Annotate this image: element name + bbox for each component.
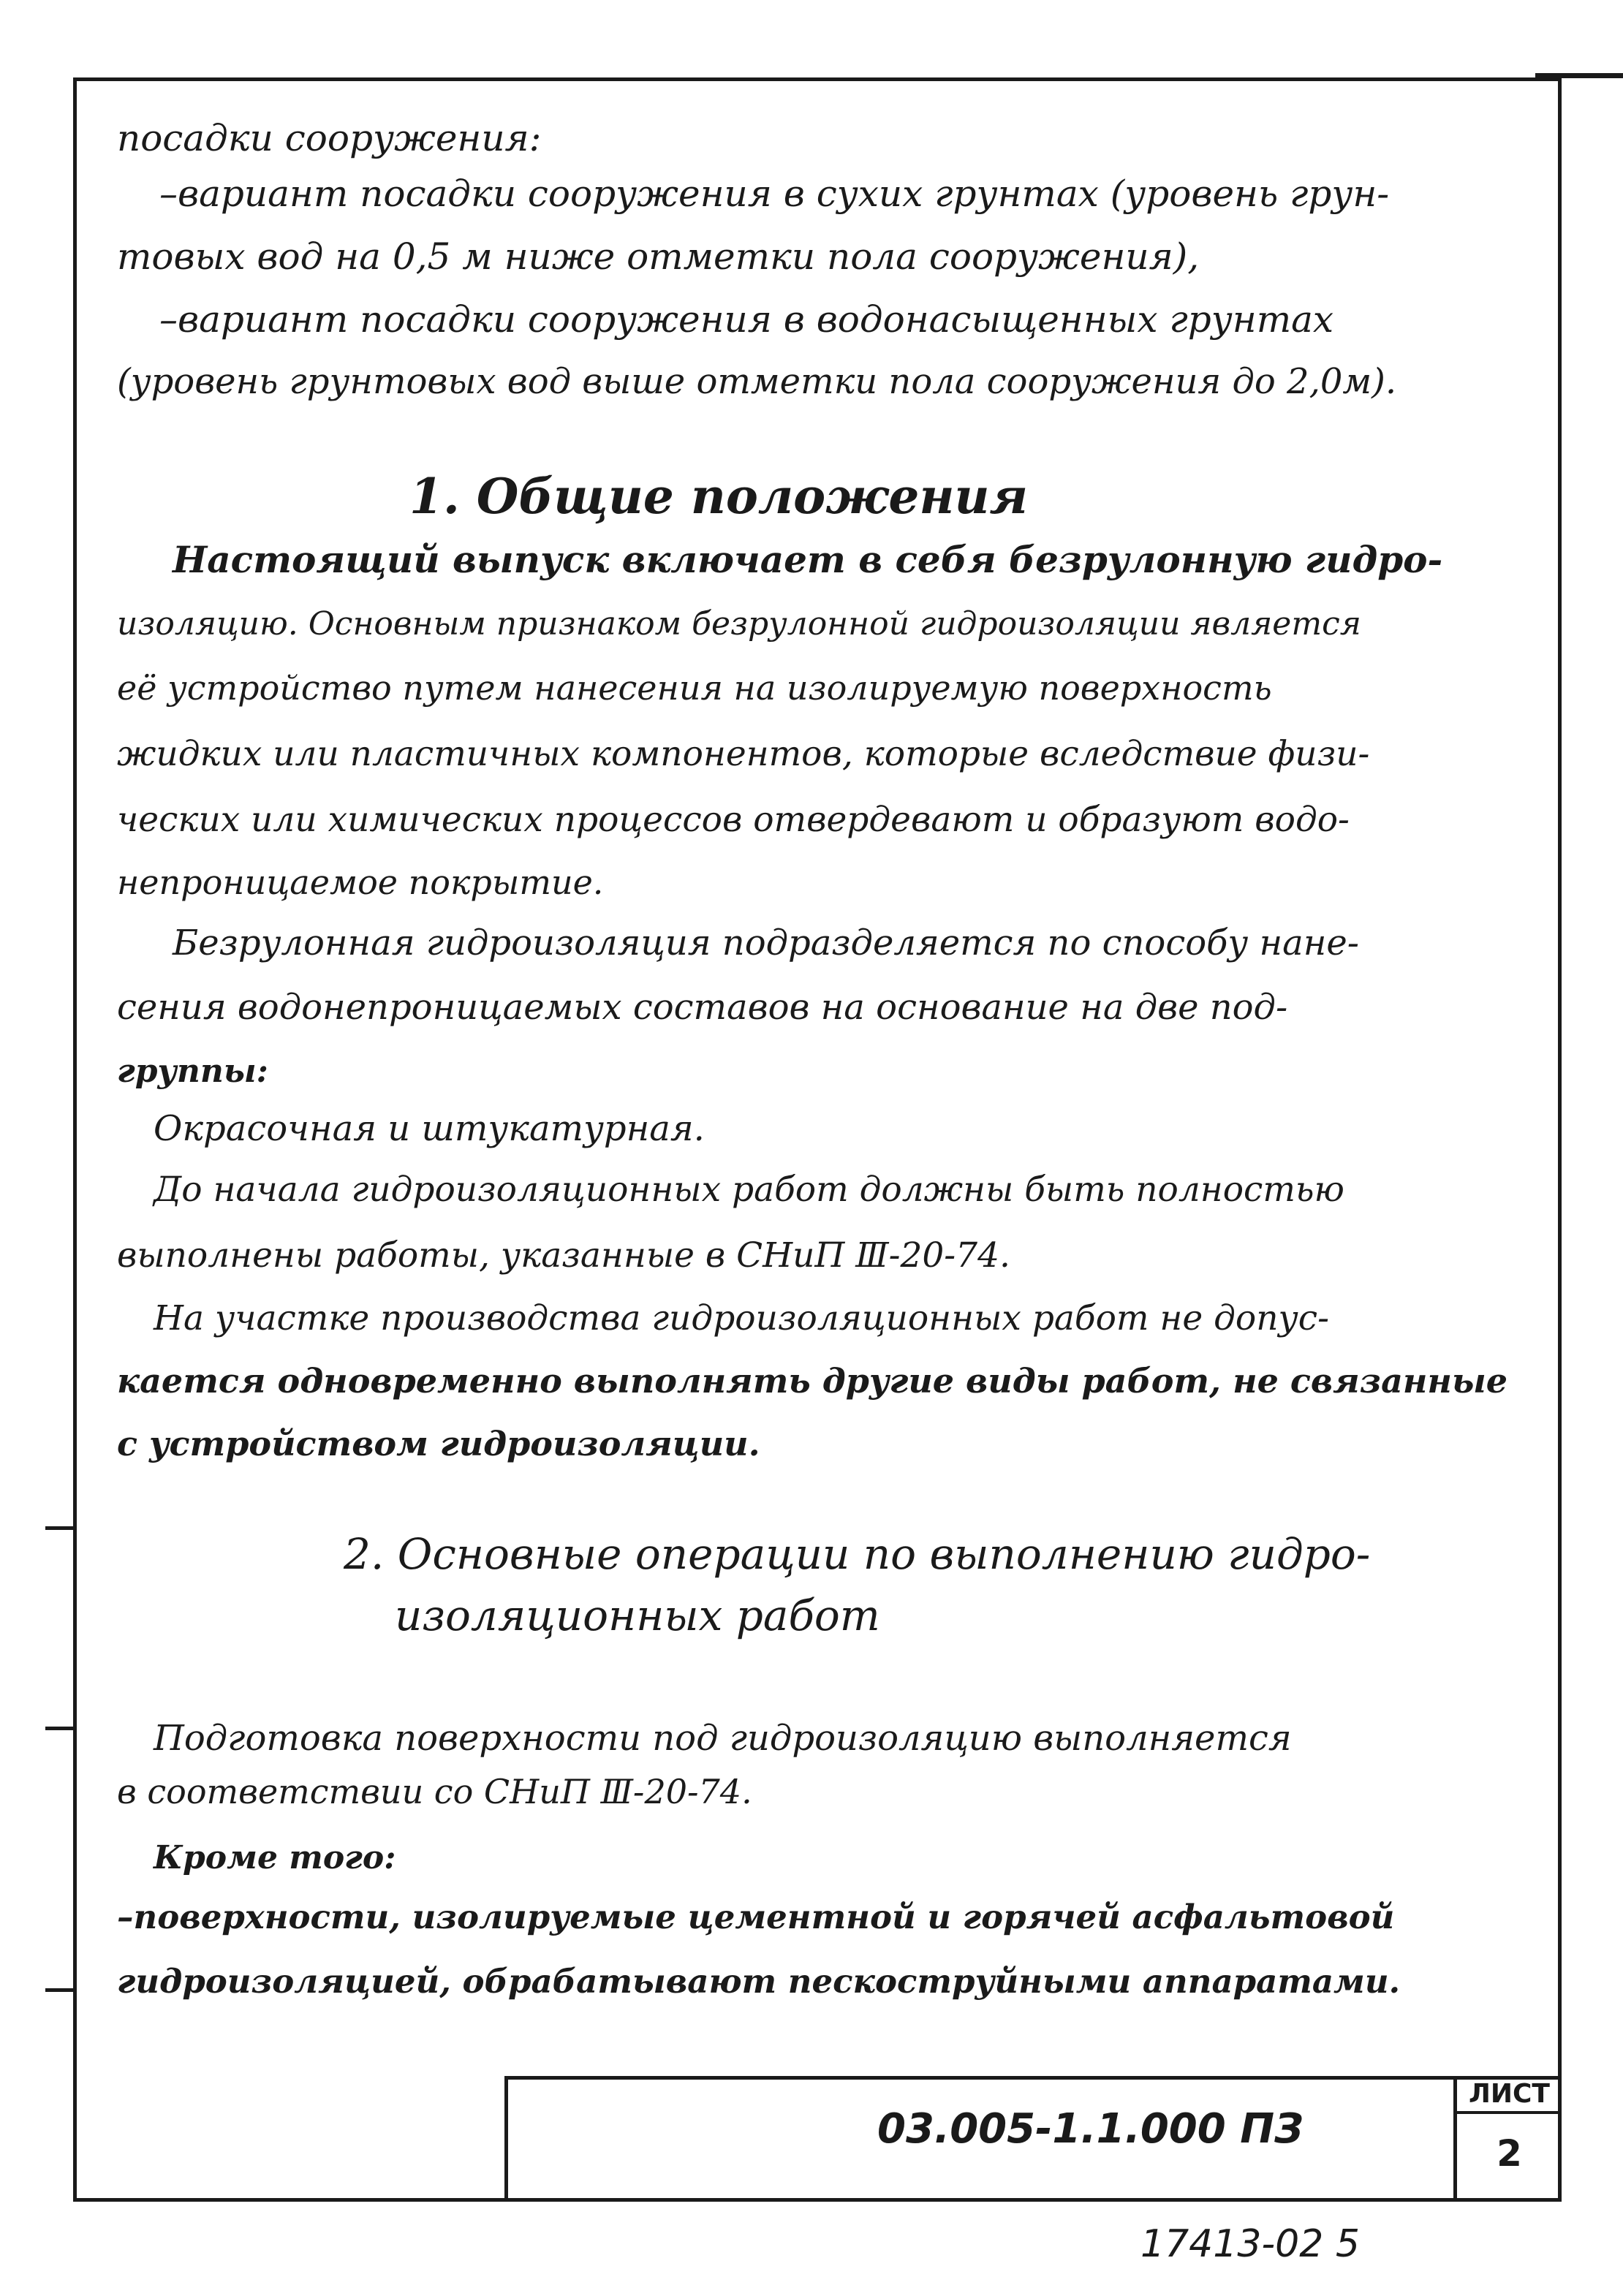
text-line: её устройство путем нанесения на изолируемую поверхность [117, 668, 1272, 708]
margin-tick [45, 1727, 75, 1730]
text-line: –вариант посадки сооружения в сухих грунтах (уровень грун- [159, 173, 1390, 215]
sheet-number: 2 [1497, 2132, 1522, 2175]
text-line: в соответствии со СНиП Ⅲ-20-74. [117, 1772, 752, 1811]
document-code: 03.005-1.1.000 ПЗ [877, 2105, 1304, 2153]
text-line: Настоящий выпуск включает в себя безрулонную гидро- [173, 538, 1443, 581]
sheet-box [1453, 2076, 1562, 2202]
text-line: Подготовка поверхности под гидроизоляцию выполняется [154, 1718, 1292, 1759]
section-heading-cont: изоляционных работ [395, 1591, 880, 1640]
section-heading: 2. Основные операции по выполнению гидро- [344, 1529, 1371, 1579]
text-line: Окрасочная и штукатурная. [154, 1108, 705, 1149]
text-line: изоляцию. Основным признаком безрулонной гидроизоляции является [117, 605, 1361, 643]
text-line: группы: [117, 1053, 268, 1090]
section-heading: 1. Общие положения [409, 468, 1028, 525]
text-line: На участке производства гидроизоляционных работ не допус- [154, 1298, 1329, 1338]
text-line: сения водонепроницаемых составов на основание на две под- [117, 987, 1288, 1028]
text-line: выполнены работы, указанные в СНиП Ⅲ-20-74. [117, 1235, 1010, 1276]
text-line: товых вод на 0,5 м ниже отметки пола сооружения), [117, 235, 1200, 278]
margin-tick [45, 1988, 75, 1992]
text-line: Кроме того: [154, 1839, 396, 1876]
archive-number: 17413-02 5 [1140, 2222, 1360, 2266]
sheet-label: ЛИСТ [1457, 2076, 1562, 2114]
text-line: жидких или пластичных компонентов, которые вследствие физи- [117, 734, 1370, 774]
text-line: Безрулонная гидроизоляция подразделяется по способу нане- [173, 922, 1359, 963]
frame-top-extension [1535, 73, 1623, 78]
text-line: До начала гидроизоляционных работ должны быть полностью [154, 1170, 1344, 1210]
text-line: с устройством гидроизоляции. [117, 1424, 760, 1463]
margin-tick [45, 1526, 75, 1530]
text-line: (уровень грунтовых вод выше отметки пола сооружения до 2,0м). [117, 361, 1397, 402]
text-line: кается одновременно выполнять другие виды работ, не связанные [117, 1361, 1508, 1401]
text-line: –поверхности, изолируемые цементной и горячей асфальтовой [117, 1898, 1395, 1936]
text-line: непроницаемое покрытие. [117, 863, 604, 902]
text-line: ческих или химических процессов отвердевают и образуют водо- [117, 800, 1350, 840]
text-line: гидроизоляцией, обрабатывают пескоструйными аппаратами. [117, 1962, 1401, 2001]
text-line: посадки сооружения: [117, 117, 542, 159]
text-line: –вариант посадки сооружения в водонасыщенных грунтах [159, 298, 1334, 341]
